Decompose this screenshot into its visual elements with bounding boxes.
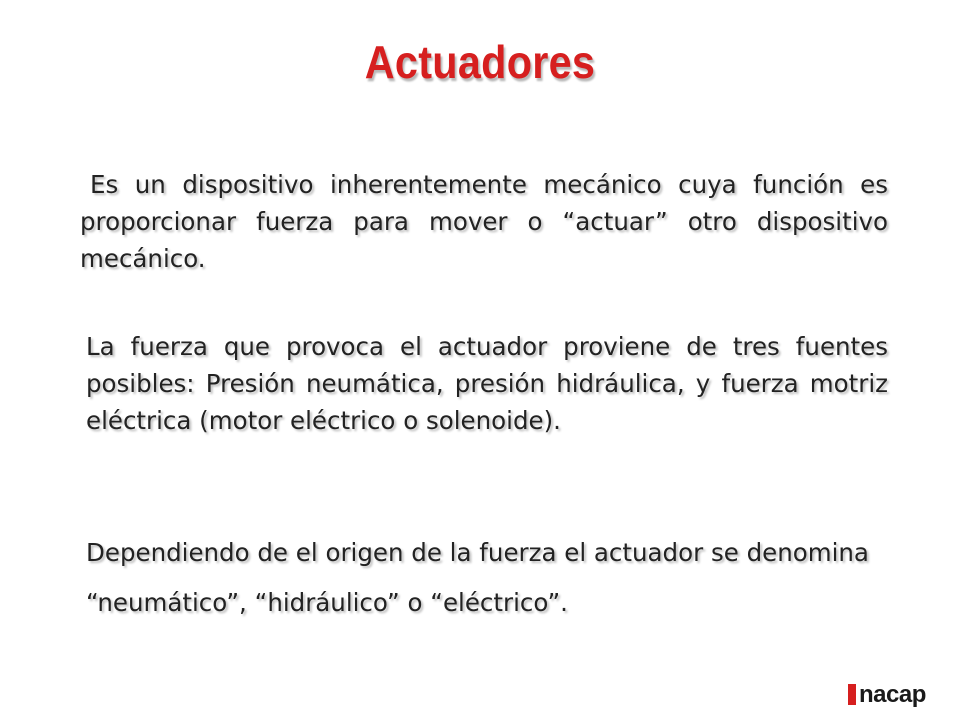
force-sources-paragraph: La fuerza que provoca el actuador proviene de tres fuentes posibles: Presión neumática, presión hidráulica, y fuerza motriz eléctrica (motor eléctrico o solenoide). bbox=[86, 332, 888, 435]
logo-text: nacap bbox=[859, 681, 926, 708]
slide-title: Actuadores bbox=[364, 36, 596, 88]
logo-mark-icon bbox=[848, 684, 856, 705]
classification-paragraph: Dependiendo de el origen de la fuerza el actuador se denomina “neumático”, “hidráulico” o “eléctrico”. bbox=[86, 538, 869, 617]
inacap-logo bbox=[848, 683, 926, 707]
definition-paragraph: Es un dispositivo inherentemente mecánico cuya función es proporcionar fuerza para mover o “actuar” otro dispositivo mecánico. bbox=[80, 170, 888, 273]
